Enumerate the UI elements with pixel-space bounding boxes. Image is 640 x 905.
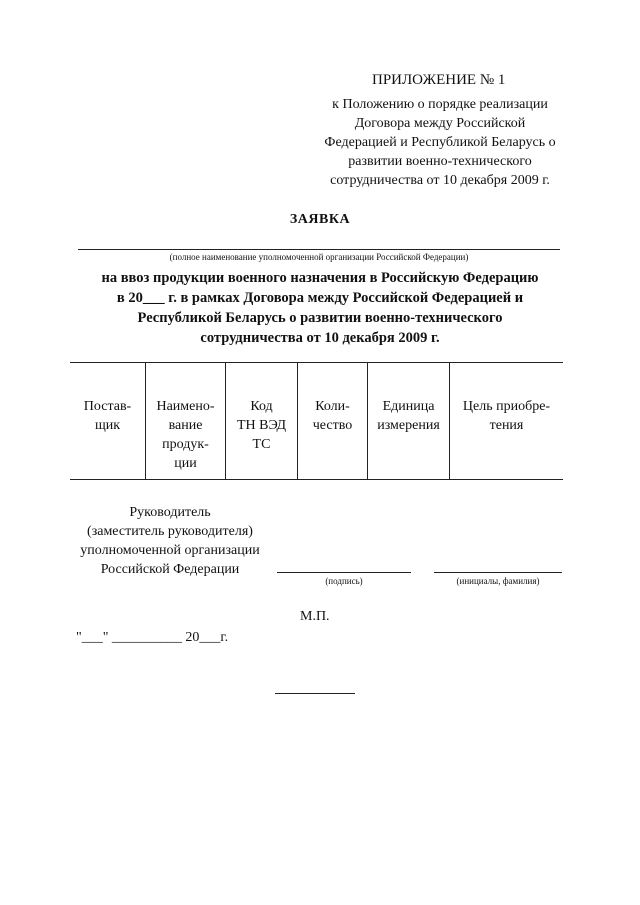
appendix-ref-line: сотрудничества от 10 декабря 2009 г. [330, 173, 550, 188]
appendix-reference [300, 95, 580, 190]
role-line: (заместитель руководителя) [87, 524, 253, 539]
footnote-separator [275, 693, 355, 694]
column-supplier [70, 363, 146, 479]
signature-caption: (подпись) [325, 576, 363, 586]
role-line: Российской Федерации [100, 562, 240, 577]
column-purpose [450, 363, 563, 479]
org-name-line [78, 249, 560, 250]
appendix-ref-line: к Положению о порядке реализации [332, 97, 548, 112]
appendix-ref-line: развитии военно-технического [348, 154, 532, 169]
initials-line [434, 572, 562, 573]
appendix-title: ПРИЛОЖЕНИЕ № 1 [372, 72, 506, 88]
role-line: Руководитель [129, 505, 211, 520]
document-subtitle [50, 268, 590, 348]
column-quantity [298, 363, 368, 479]
column-tn-ved-code [226, 363, 298, 479]
column-header: Цель приобре- тения [462, 399, 551, 433]
subtitle-line: в 20___ г. в рамках Договора между Российской Федерацией и [116, 290, 524, 306]
column-product-name [146, 363, 226, 479]
stamp-place: М.П. [300, 609, 330, 624]
column-header: Постав- щик [83, 399, 132, 433]
signatory-role [60, 503, 280, 579]
document-title: ЗАЯВКА [289, 212, 351, 227]
column-unit [368, 363, 450, 479]
column-header: Единица измерения [377, 399, 440, 433]
request-table [70, 362, 563, 480]
subtitle-line: сотрудничества от 10 декабря 2009 г. [200, 330, 440, 346]
column-header: Наимено- вание продук- ции [156, 399, 215, 471]
appendix-ref-line: Федерацией и Республикой Беларусь о [324, 135, 556, 150]
column-header: Код ТН ВЭД ТС [236, 399, 287, 452]
signature-line [277, 572, 411, 573]
initials-caption: (инициалы, фамилия) [456, 576, 540, 586]
appendix-ref-line: Договора между Российской [354, 116, 526, 131]
date-line: "___" __________ 20___г. [76, 630, 229, 645]
subtitle-line: на ввоз продукции военного назначения в Российскую Федерацию [101, 270, 539, 286]
org-name-caption: (полное наименование уполномоченной организации Российской Федерации) [169, 252, 469, 262]
subtitle-line: Республикой Беларусь о развитии военно-технического [137, 310, 503, 326]
role-line: уполномоченной организации [80, 543, 260, 558]
column-header: Коли- чество [312, 399, 353, 433]
